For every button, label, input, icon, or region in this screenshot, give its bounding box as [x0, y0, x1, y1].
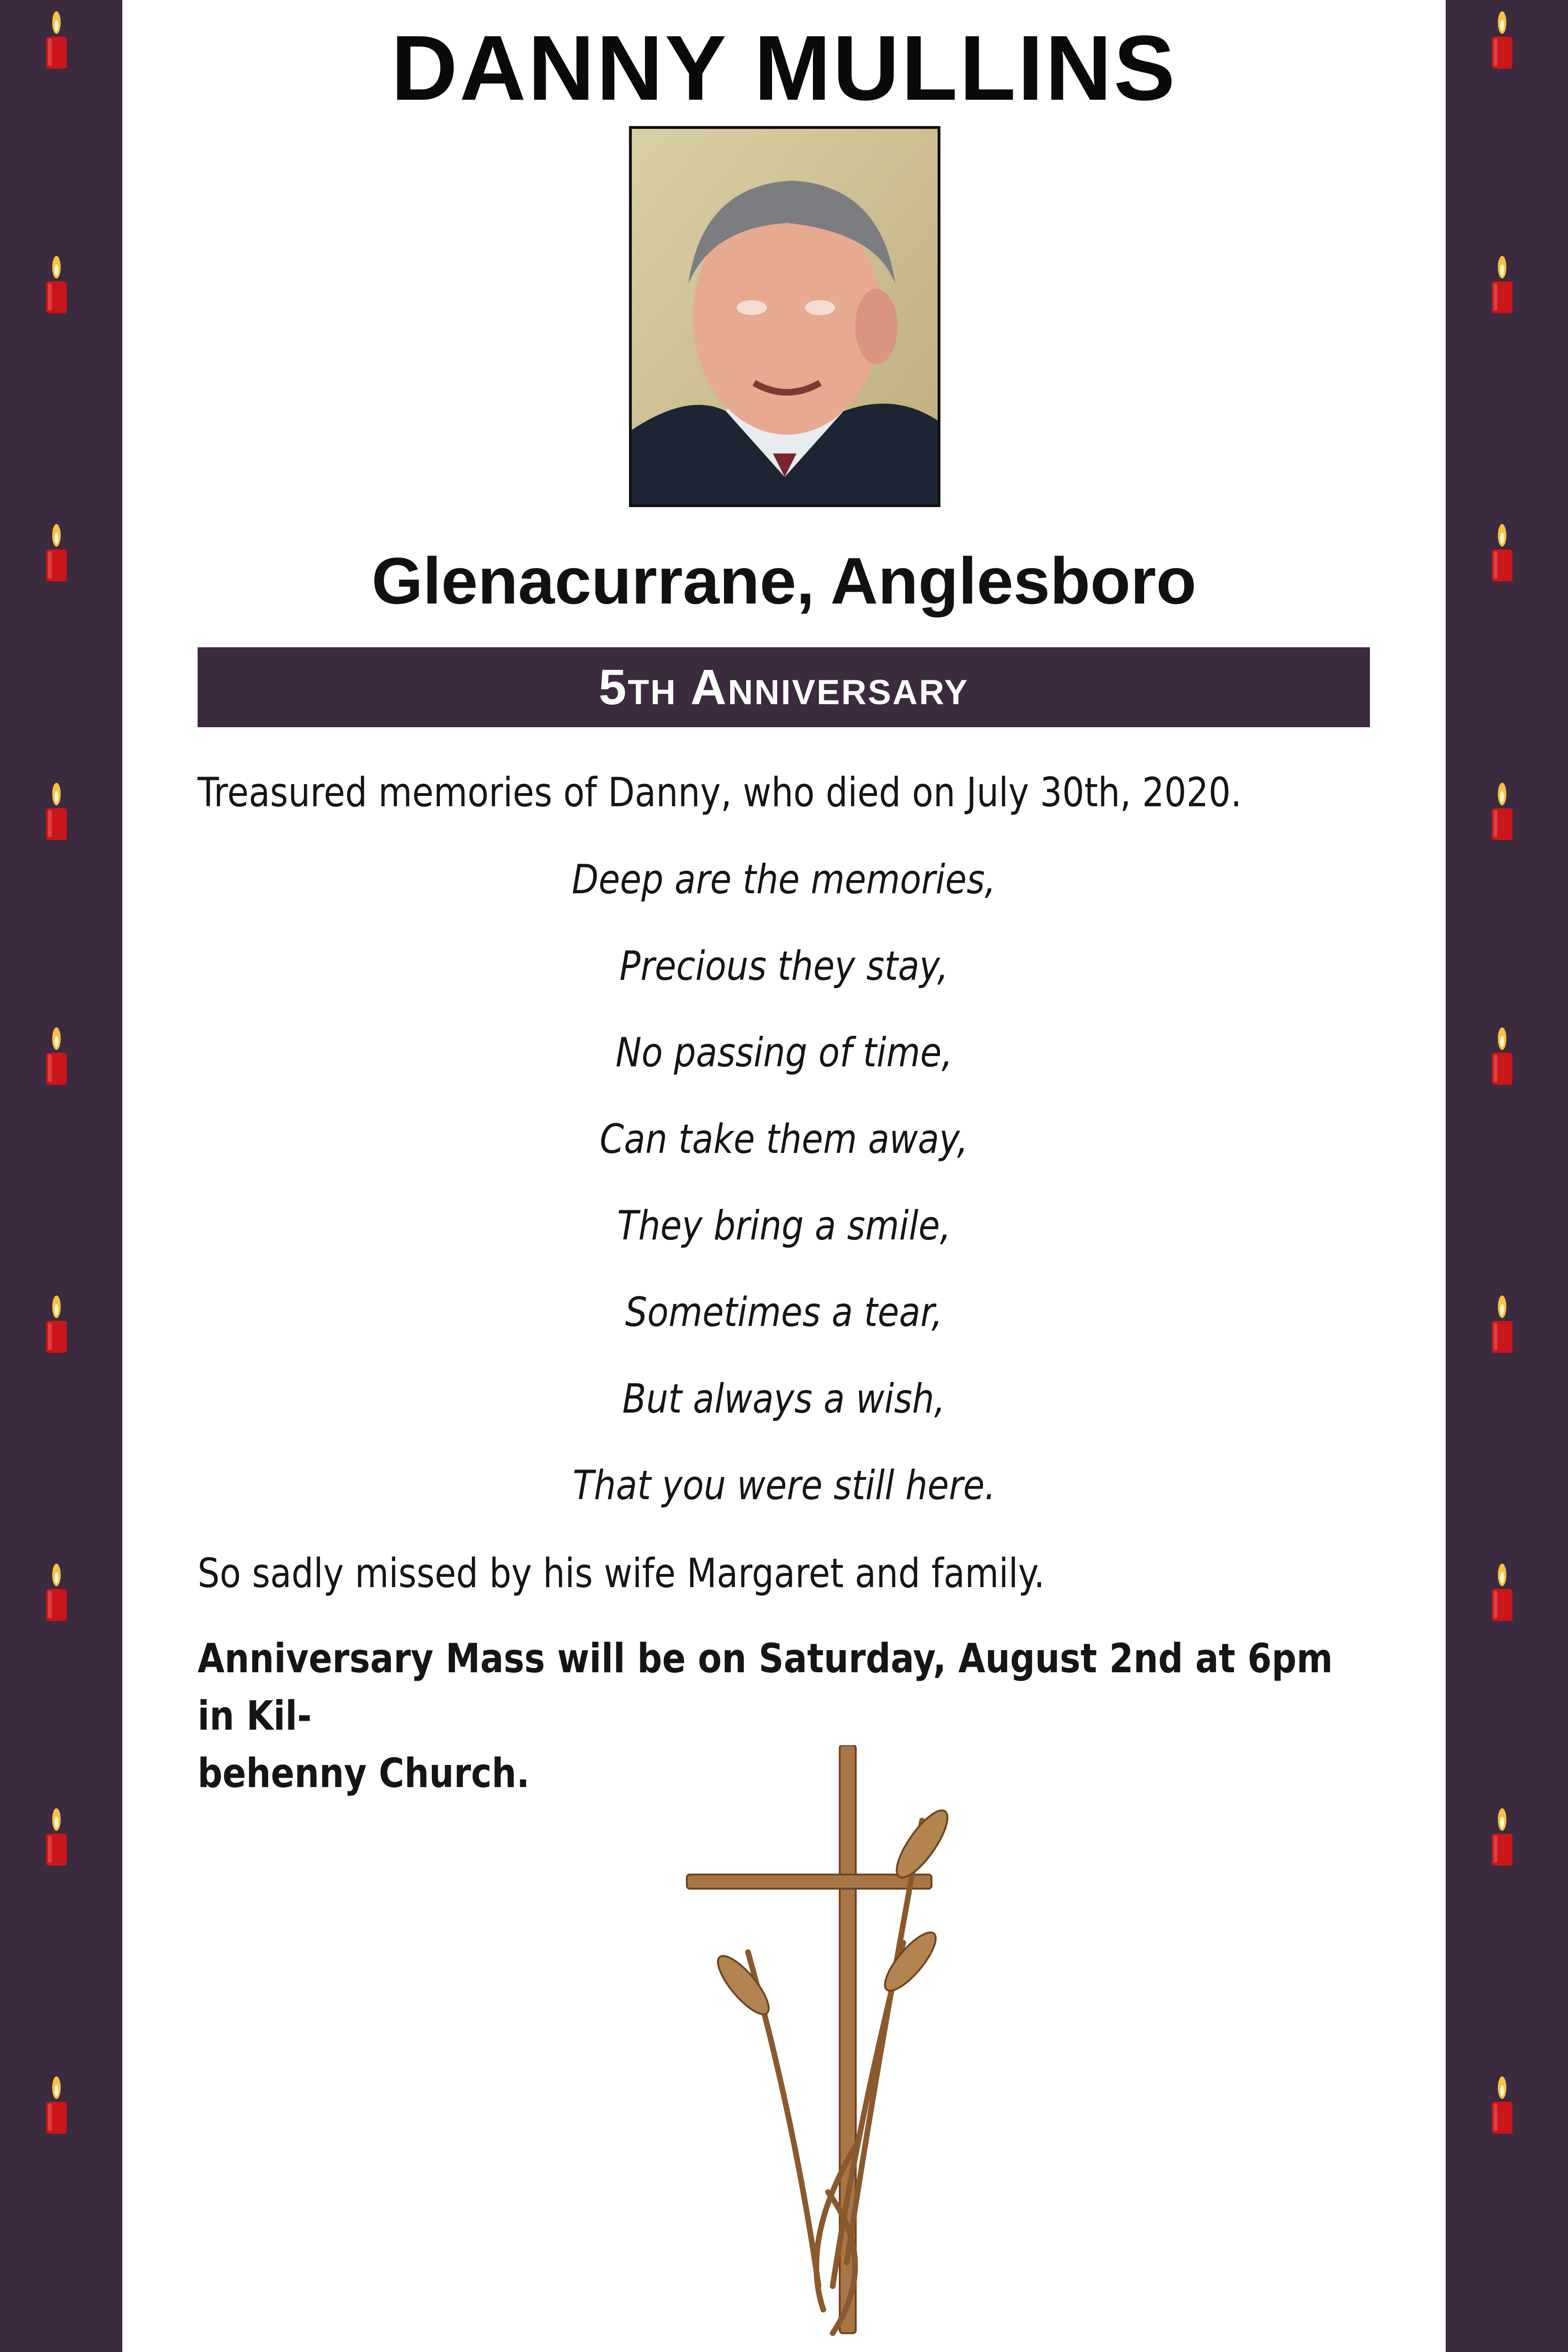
notice-panel [122, 0, 1446, 2352]
deceased-name: DANNY MULLINS [391, 16, 1177, 119]
candle-icon [42, 1294, 71, 1355]
candle-icon [1488, 1294, 1516, 1355]
candle-icon [42, 1025, 71, 1087]
candle-icon [42, 781, 71, 842]
candle-icon [42, 522, 71, 583]
mass-line-1: Anniversary Mass will be on Saturday, August 2nd at 6pm in Kil- [198, 1635, 1333, 1740]
anniversary-banner [198, 647, 1370, 727]
verse-line: Sometimes a tear, [625, 1289, 943, 1336]
portrait-image [632, 129, 938, 504]
candle-icon [1488, 1562, 1516, 1623]
bronze-cross-icon [677, 1745, 1035, 2347]
candle-icon [42, 254, 71, 315]
mass-line-2: behenny Church. [198, 1750, 530, 1797]
family-text: So sadly missed by his wife Margaret and family. [198, 1550, 1045, 1597]
candle-icon [1488, 9, 1516, 71]
candle-icon [42, 9, 71, 71]
verse-line: No passing of time, [615, 1029, 953, 1076]
left-candle-border [0, 0, 122, 2352]
portrait-photo [629, 126, 940, 507]
candle-icon [42, 1806, 71, 1867]
verse-line: Precious they stay, [620, 943, 948, 990]
verse-line: Deep are the memories, [572, 856, 996, 903]
intro-text: Treasured memories of Danny, who died on July 30th, 2020. [198, 769, 1242, 816]
candle-icon [42, 1562, 71, 1623]
memorial-verse [122, 849, 1446, 1542]
candle-icon [42, 2074, 71, 2136]
candle-icon [1488, 2074, 1516, 2136]
candle-icon [1488, 1806, 1516, 1867]
candle-icon [1488, 522, 1516, 583]
candle-icon [1488, 254, 1516, 315]
verse-line: That you were still here. [572, 1462, 996, 1509]
verse-line: But always a wish, [622, 1375, 946, 1422]
anniversary-banner-text: 5th Anniversary [598, 659, 969, 715]
verse-line: Can take them away, [599, 1116, 969, 1163]
candle-icon [1488, 781, 1516, 842]
candle-icon [1488, 1025, 1516, 1087]
right-candle-border [1446, 0, 1568, 2352]
verse-line: They bring a smile, [617, 1202, 951, 1249]
location-line: Glenacurrane, Anglesboro [371, 544, 1196, 618]
